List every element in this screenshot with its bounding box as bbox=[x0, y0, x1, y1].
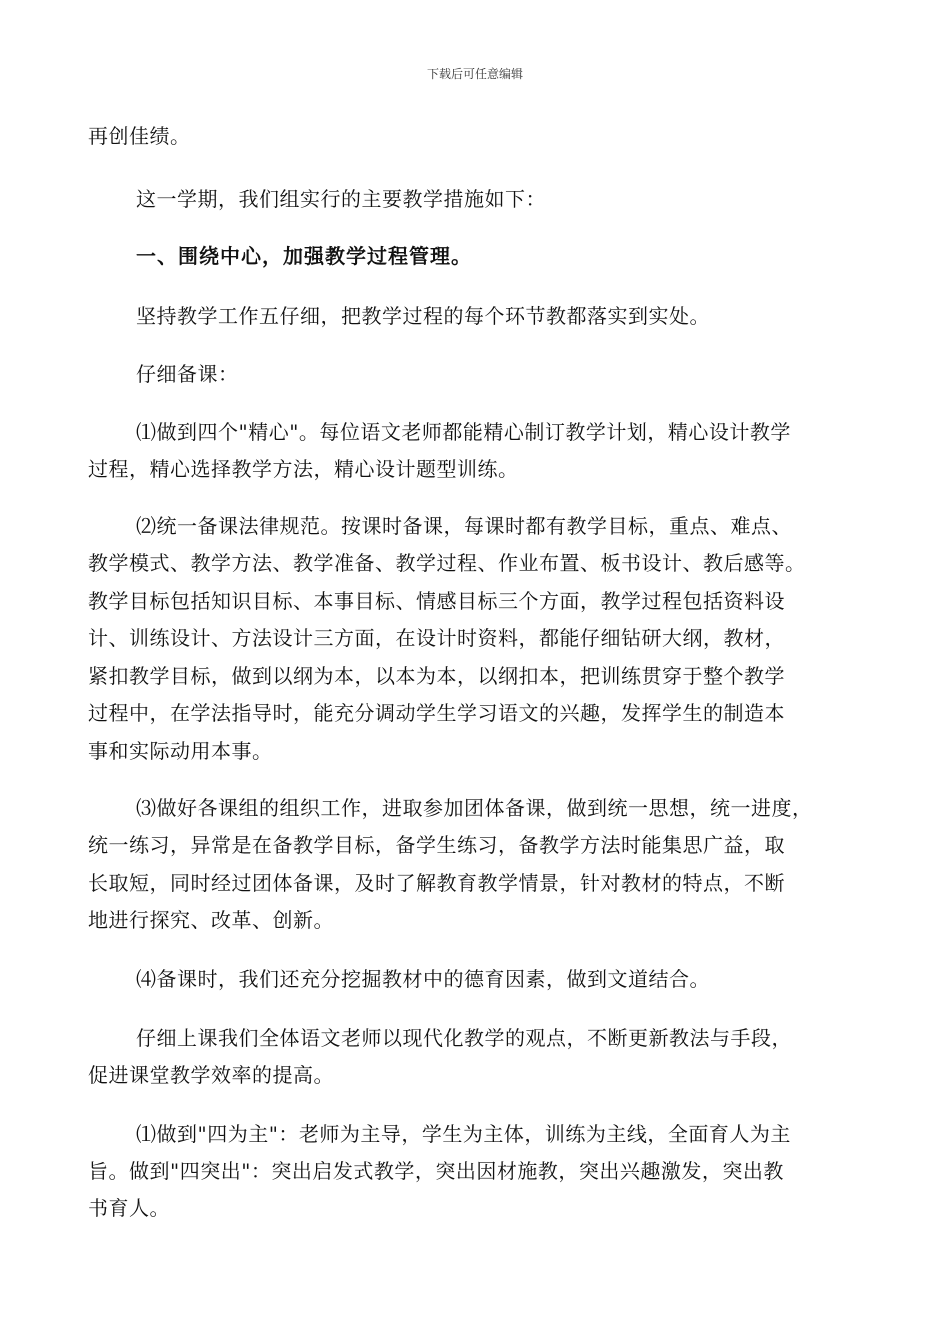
paragraph-line: 这一学期，我们组实行的主要教学措施如下： bbox=[136, 187, 546, 211]
paragraph-line: ⑴做到四个"精心"。每位语文老师都能精心制订教学计划，精心设计教学 bbox=[136, 420, 791, 444]
paragraph-line: 计、训练设计、方法设计三方面，在设计时资料，都能仔细钻研大纲，教材， bbox=[88, 626, 785, 650]
paragraph-line: ⑶做好各课组的组织工作，进取参加团体备课，做到统一思想，统一进度， bbox=[136, 796, 813, 820]
paragraph-line: 统一练习，异常是在备教学目标，备学生练习，备教学方法时能集思广益，取 bbox=[88, 833, 785, 857]
paragraph-line: 紧扣教学目标，做到以纲为本，以本为本，以纲扣本，把训练贯穿于整个教学 bbox=[88, 664, 785, 688]
paragraph-line: ⑵统一备课法律规范。按课时备课，每课时都有教学目标，重点、难点、 bbox=[136, 514, 792, 538]
paragraph-line: 仔细上课我们全体语文老师以现代化教学的观点，不断更新教法与手段， bbox=[136, 1026, 792, 1050]
paragraph-line: ⑴做到"四为主"：老师为主导，学生为主体，训练为主线，全面育人为主 bbox=[136, 1122, 791, 1146]
paragraph-line: ⑷备课时，我们还充分挖掘教材中的德育因素，做到文道结合。 bbox=[136, 967, 710, 991]
paragraph-line: 教学模式、教学方法、教学准备、教学过程、作业布置、板书设计、教后感等。 bbox=[88, 551, 806, 575]
paragraph-line: 教学目标包括知识目标、本事目标、情感目标三个方面，教学过程包括资料设 bbox=[88, 589, 785, 613]
paragraph-line: 旨。做到"四突出"：突出启发式教学，突出因材施教，突出兴趣激发，突出教 bbox=[88, 1159, 784, 1183]
page-header: 下载后可任意编辑 bbox=[426, 67, 523, 81]
paragraph-line: 书育人。 bbox=[88, 1196, 170, 1220]
paragraph-line: 事和实际动用本事。 bbox=[88, 739, 273, 763]
paragraph-line: 过程，精心选择教学方法，精心设计题型训练。 bbox=[88, 457, 519, 481]
paragraph-line: 长取短，同时经过团体备课，及时了解教育教学情景，针对教材的特点，不断 bbox=[88, 871, 785, 895]
paragraph-line: 再创佳绩。 bbox=[88, 124, 191, 148]
section-heading: 一、围绕中心，加强教学过程管理。 bbox=[136, 244, 472, 268]
paragraph-line: 促进课堂教学效率的提高。 bbox=[88, 1063, 334, 1087]
paragraph-line: 地进行探究、改革、创新。 bbox=[88, 908, 334, 932]
paragraph-line: 过程中，在学法指导时，能充分调动学生学习语文的兴趣，发挥学生的制造本 bbox=[88, 701, 785, 725]
paragraph-line: 坚持教学工作五仔细，把教学过程的每个环节教都落实到实处。 bbox=[136, 304, 710, 328]
paragraph-line: 仔细备课： bbox=[136, 362, 239, 386]
